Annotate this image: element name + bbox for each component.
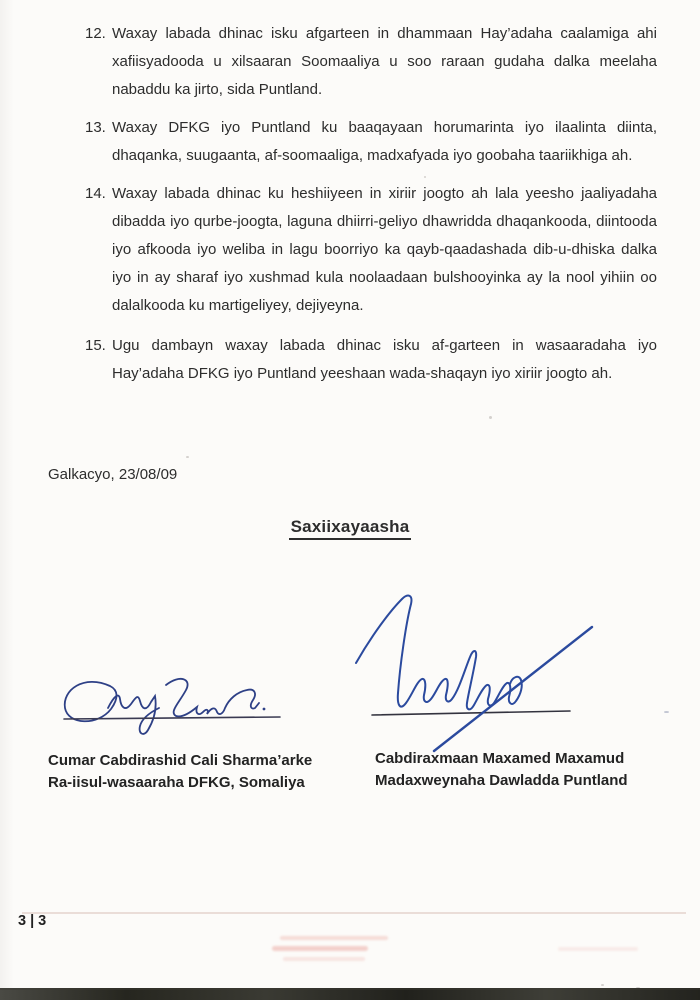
scan-speck (186, 456, 189, 458)
scan-speck (489, 416, 492, 419)
scan-bottom-edge-artifact (0, 988, 700, 1000)
numbered-clauses (85, 20, 657, 398)
scan-speck (424, 176, 426, 178)
clause-14 (85, 180, 657, 320)
ink-smudge (280, 936, 388, 940)
clause-text: Waxay labada dhinac ku heshiiyeen in xiriir joogto ah lala yeesho jaaliyadaha dibadda iyo qurbe-joogta, laguna dhiirri-geliyo dhawridda dhaqankooda, diintooda iyo afkooda iyo weliba in lagu boorriyo ka qayb-qaadashada dib-u-dhiska dalka iyo in ay sharaf iyo xushmad kula noolaadaan bulshooyinka ay la nool yihiin oo dalalkooda ku martigeliyey, dejiyeyna. (112, 185, 657, 314)
signature-right-ink (352, 583, 604, 761)
clause-number: 14. (85, 185, 106, 202)
ink-smudge (272, 946, 368, 951)
clause-number: 12. (85, 25, 106, 42)
signatures-heading-row (0, 517, 700, 540)
signatory-left-title: Ra-iisul-wasaaraha DFKG, Somaliya (48, 773, 305, 791)
signatory-right-title: Madaxweynaha Dawladda Puntland (375, 771, 628, 789)
signatory-right-name: Cabdiraxmaan Maxamed Maxamud (375, 750, 625, 767)
signatory-right (375, 748, 628, 791)
clause-12 (85, 20, 657, 104)
ink-smudge (558, 947, 638, 951)
clause-text: Waxay labada dhinac isku afgarteen in dhammaan Hay’adaha caalamiga ahi xafiisyadooda u xilsaaran Soomaaliya u soo raraan gudaha dalka meelaha nabaddu ka jirto, sida Puntland. (112, 25, 657, 98)
clause-15 (85, 332, 657, 388)
clause-number: 13. (85, 119, 106, 136)
footer-divider (22, 912, 686, 914)
place-date-line: Galkacyo, 23/08/09 (48, 466, 178, 483)
signatures-heading: Saxiixayaasha (289, 517, 412, 540)
clause-number: 15. (85, 337, 106, 354)
signature-left-ink (58, 668, 293, 748)
scan-speck (601, 984, 604, 986)
clause-13 (85, 114, 657, 170)
signatory-left-name: Cumar Cabdirashid Cali Sharma’arke (48, 752, 313, 769)
page-number: 3 | 3 (18, 913, 47, 929)
scan-left-shading (0, 0, 14, 1000)
clause-text: Waxay DFKG iyo Puntland ku baaqayaan horumarinta iyo ilaalinta diinta, dhaqanka, suugaanta, af-soomaaliga, madxafyada iyo goobaha taariikhiga ah. (112, 119, 657, 164)
ink-smudge (283, 957, 365, 961)
scan-speck (664, 711, 669, 713)
signatory-left (48, 750, 312, 793)
clause-text: Ugu dambayn waxay labada dhinac isku af-garteen in wasaaradaha iyo Hay’adaha DFKG iyo Puntland yeeshaan wada-shaqayn iyo xiriir joogto ah. (112, 337, 657, 382)
